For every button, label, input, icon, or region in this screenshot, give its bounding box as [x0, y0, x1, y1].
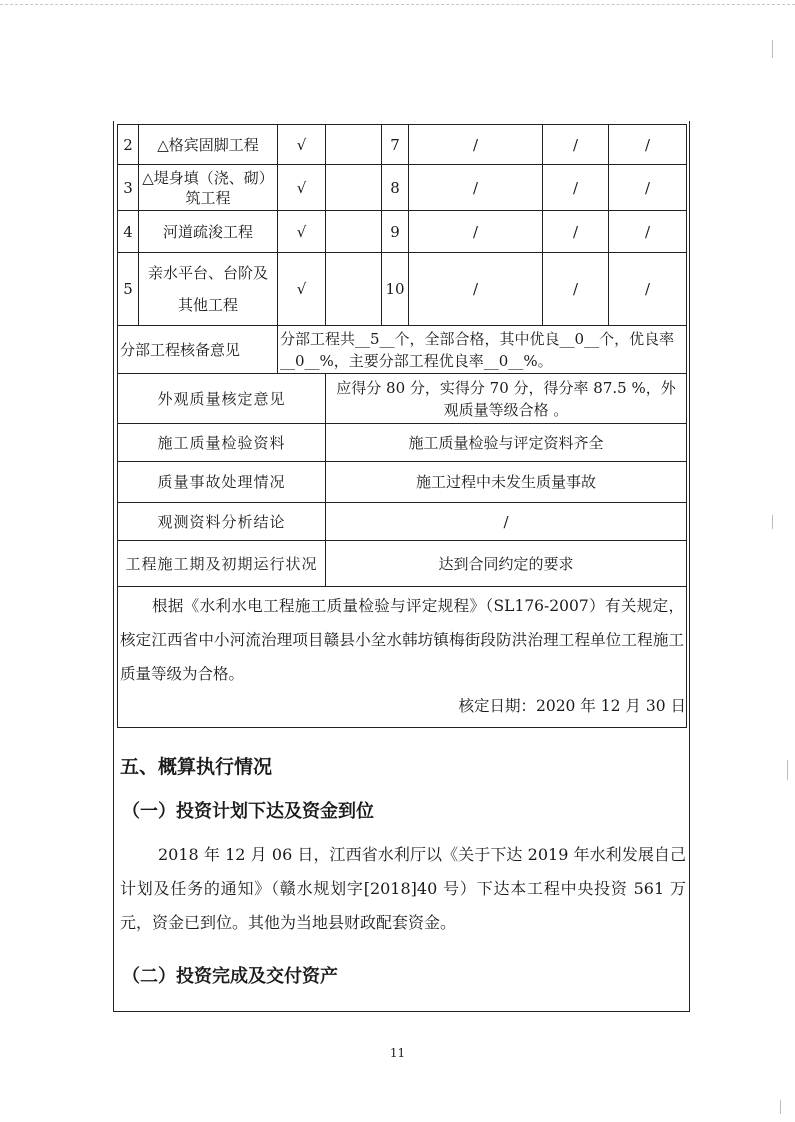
conclusion-cell: [118, 587, 687, 728]
inspection-row: [118, 424, 687, 462]
empty-cell: [326, 253, 382, 326]
observation-value: /: [326, 503, 687, 541]
subitem-name: 河道疏浚工程: [139, 211, 278, 253]
observation-row: [118, 503, 687, 541]
inspection-value: 施工质量检验与评定资料齐全: [326, 424, 687, 462]
subsection-title-1: （一）投资计划下达及资金到位: [122, 801, 374, 822]
assessment-date: 核定日期：2020 年 12 月 30 日: [458, 697, 686, 715]
slash-cell: /: [609, 253, 687, 326]
subitem-name: △格宾固脚工程: [139, 125, 278, 165]
review-value: 分部工程共__5__个，全部合格，其中优良__0__个，优良率__0__%，主要分部工程优良率__0__%。: [278, 326, 687, 374]
accident-value: 施工过程中未发生质量事故: [326, 462, 687, 503]
row-no: 5: [118, 253, 139, 326]
appearance-row: [118, 374, 687, 424]
row-no: 4: [118, 211, 139, 253]
empty-cell: [326, 211, 382, 253]
investment-paragraph: 2018 年 12 月 06 日，江西省水利厅以《关于下达 2019 年水利发展自己计划及任务的通知》（赣水规划字[2018]40 号）下达本工程中央投资 561 万元，资金已到位。其他为当地县财政配套资金。: [120, 845, 686, 932]
check-mark: √: [278, 165, 326, 211]
slash-cell: /: [609, 211, 687, 253]
table-row: [118, 211, 687, 253]
check-mark: √: [278, 211, 326, 253]
empty-cell: [326, 125, 382, 165]
operation-value: 达到合同约定的要求: [326, 541, 687, 587]
row-no-2: 7: [382, 125, 409, 165]
review-row: [118, 326, 687, 374]
appearance-label: 外观质量核定意见: [118, 374, 326, 424]
observation-label: 观测资料分析结论: [118, 503, 326, 541]
check-mark: √: [278, 125, 326, 165]
slash-cell: /: [409, 211, 543, 253]
table-row: [118, 125, 687, 165]
table-row: [118, 165, 687, 211]
scan-mark: [772, 515, 773, 529]
slash-cell: /: [543, 165, 609, 211]
accident-row: [118, 462, 687, 503]
slash-cell: /: [543, 253, 609, 326]
subitem-name: 亲水平台、台阶及其他工程: [139, 253, 278, 326]
scan-mark: [787, 760, 788, 780]
accident-label: 质量事故处理情况: [118, 462, 326, 503]
conclusion-row: [118, 587, 687, 728]
row-no: 2: [118, 125, 139, 165]
operation-label: 工程施工期及初期运行状况: [118, 541, 326, 587]
quality-assessment-table: [117, 124, 687, 728]
row-no-2: 8: [382, 165, 409, 211]
operation-row: [118, 541, 687, 587]
slash-cell: /: [409, 165, 543, 211]
row-no-2: 9: [382, 211, 409, 253]
appearance-value: 应得分 80 分，实得分 70 分，得分率 87.5 %，外观质量等级合格 。: [326, 374, 687, 424]
empty-cell: [326, 165, 382, 211]
slash-cell: /: [609, 125, 687, 165]
row-no-2: 10: [382, 253, 409, 326]
page-number: 11: [389, 1046, 406, 1060]
slash-cell: /: [543, 125, 609, 165]
section-title: 五、概算执行情况: [120, 756, 273, 778]
check-mark: √: [278, 253, 326, 326]
conclusion-text: 根据《水利水电工程施工质量检验与评定规程》（SL176-2007）有关规定，核定江西省中小河流治理项目赣县小坌水韩坊镇梅街段防洪治理工程单位工程施工质量等级为合格。: [120, 597, 684, 683]
scan-mark: [780, 1100, 781, 1114]
slash-cell: /: [609, 165, 687, 211]
row-no: 3: [118, 165, 139, 211]
inspection-label: 施工质量检验资料: [118, 424, 326, 462]
slash-cell: /: [409, 253, 543, 326]
scan-top-line: [0, 4, 795, 5]
subitem-name: △堤身填（浇、砌）筑工程: [139, 165, 278, 211]
table-row: [118, 253, 687, 326]
slash-cell: /: [543, 211, 609, 253]
subsection-title-2: （二）投资完成及交付资产: [122, 966, 338, 987]
review-label: 分部工程核备意见: [118, 326, 278, 374]
slash-cell: /: [409, 125, 543, 165]
scan-mark: [772, 40, 773, 58]
